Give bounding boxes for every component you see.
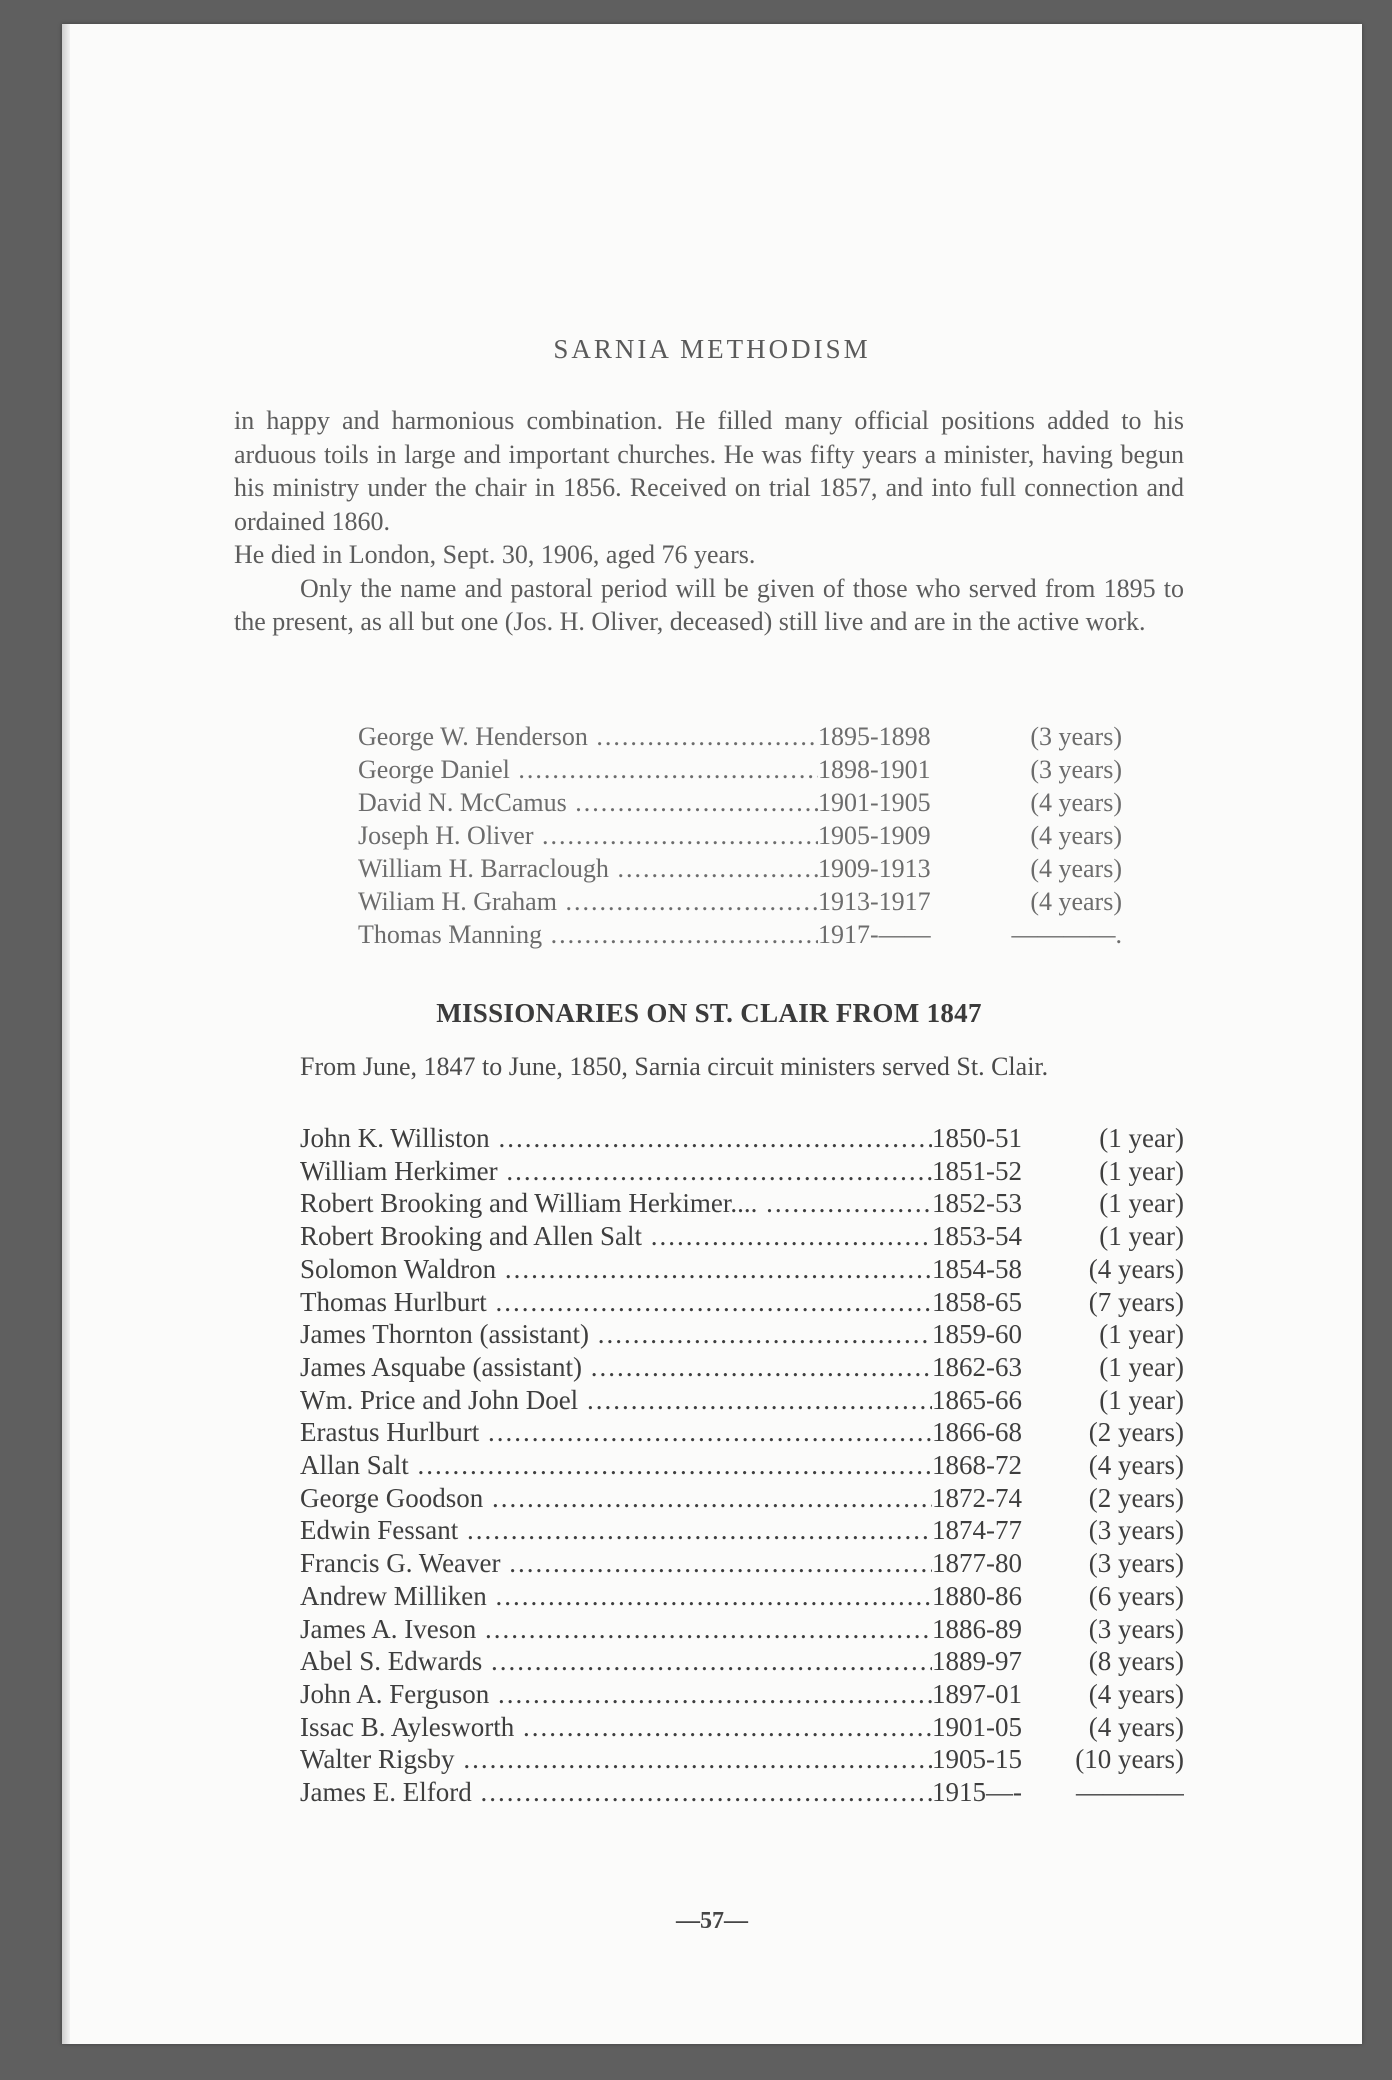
missionary-name: James E. Elford ..... (300, 1776, 932, 1809)
missionary-duration: (1 year) (1099, 1384, 1184, 1415)
missionary-duration: (2 years) (1088, 1417, 1184, 1448)
missionary-name: Edwin Fessant ..... (300, 1514, 932, 1547)
missionary-name: Abel S. Edwards ..... (300, 1645, 932, 1678)
missionary-duration: (1 year) (1099, 1188, 1184, 1219)
page-spine-shadow (62, 24, 70, 2044)
list-item (300, 1580, 1184, 1613)
list-item (300, 1449, 1184, 1482)
missionary-dates: 1868-72 (932, 1450, 1022, 1481)
missionary-dates: 1897-01 (932, 1678, 1022, 1709)
missionaries-list (300, 1122, 1184, 1809)
running-head: SARNIA METHODISM (553, 334, 871, 364)
missionary-duration: (1 year) (1099, 1351, 1184, 1382)
list-item (300, 1220, 1184, 1253)
missionary-dates: 1874-77 (932, 1515, 1022, 1546)
missionary-name: Issac B. Aylesworth ..... (300, 1711, 932, 1744)
missionary-duration: (3 years) (1088, 1515, 1184, 1546)
pastor-duration: (4 years) (1030, 854, 1122, 883)
missionary-dates: 1901-05 (932, 1711, 1022, 1742)
list-item (300, 1743, 1184, 1776)
missionary-duration: (10 years) (1075, 1744, 1184, 1775)
list-item (300, 1547, 1184, 1580)
missionary-duration: (4 years) (1088, 1450, 1184, 1481)
missionary-duration: (1 year) (1099, 1155, 1184, 1186)
pastor-duration: (3 years) (1030, 722, 1122, 751)
list-item (300, 1613, 1184, 1646)
list-item (358, 753, 1122, 786)
missionary-dates: 1905-15 (932, 1744, 1022, 1775)
missionary-dates: 1862-63 (932, 1351, 1022, 1382)
pastor-name: George W. Henderson ..... (358, 720, 818, 753)
missionary-dates: 1865-66 (932, 1384, 1022, 1415)
missionary-name: James Thornton (assistant) ..... (300, 1318, 932, 1351)
list-item (300, 1187, 1184, 1220)
missionary-name: Solomon Waldron ..... (300, 1253, 932, 1286)
missionary-duration: (1 year) (1099, 1319, 1184, 1350)
pastor-duration: ————. (1011, 920, 1122, 949)
missionary-dates: 1859-60 (932, 1319, 1022, 1350)
list-item (358, 786, 1122, 819)
pastor-name: William H. Barraclough ..... (358, 852, 818, 885)
missionary-dates: 1915—- (932, 1777, 1022, 1808)
pastor-name: David N. McCamus ..... (358, 786, 818, 819)
missionary-dates: 1850-51 (932, 1123, 1022, 1153)
missionary-name: Francis G. Weaver ..... (300, 1547, 932, 1580)
list-item (300, 1711, 1184, 1744)
missionary-duration: (4 years) (1088, 1711, 1184, 1742)
list-item (300, 1286, 1184, 1319)
list-item (300, 1253, 1184, 1286)
missionary-name: Thomas Hurlburt ..... (300, 1286, 932, 1319)
missionary-duration: ———— (1076, 1777, 1184, 1808)
missionary-dates: 1880-86 (932, 1580, 1022, 1611)
pastor-duration: (4 years) (1030, 788, 1122, 817)
top-paragraphs (234, 404, 1184, 639)
pastor-duration: (4 years) (1030, 821, 1122, 850)
list-item (300, 1155, 1184, 1188)
missionary-duration: (3 years) (1088, 1548, 1184, 1579)
pastors-list (358, 720, 1122, 951)
paragraph-death: He died in London, Sept. 30, 1906, aged 76 years. (234, 540, 756, 569)
pastor-dates: 1895-1898 (818, 722, 931, 751)
pastor-name: Wiliam H. Graham ..... (358, 885, 818, 918)
missionary-name: Allan Salt ..... (300, 1449, 932, 1482)
missionary-dates: 1858-65 (932, 1286, 1022, 1317)
list-item (358, 852, 1122, 885)
missionary-duration: (3 years) (1088, 1613, 1184, 1644)
missionary-name: Walter Rigsby ..... (300, 1743, 932, 1776)
missionary-duration: (4 years) (1088, 1678, 1184, 1709)
book-page (62, 24, 1362, 2044)
section-intro: From June, 1847 to June, 1850, Sarnia circuit ministers served St. Clair. (300, 1052, 1049, 1081)
missionary-duration: (7 years) (1088, 1286, 1184, 1317)
missionary-duration: (1 year) (1099, 1123, 1184, 1153)
missionary-dates: 1854-58 (932, 1253, 1022, 1284)
missionary-dates: 1853-54 (932, 1221, 1022, 1252)
list-item (300, 1351, 1184, 1384)
pastor-dates: 1913-1917 (818, 887, 931, 916)
missionary-name: Erastus Hurlburt ..... (300, 1416, 932, 1449)
missionary-name: John A. Ferguson ..... (300, 1678, 932, 1711)
missionary-dates: 1886-89 (932, 1613, 1022, 1644)
list-item (300, 1318, 1184, 1351)
list-item (358, 819, 1122, 852)
paragraph-pastors-intro: Only the name and pastoral period will be given of those who served from 1895 to the present, as all but one (Jos. H. Oliver, deceased) still live and are in the active work. (234, 573, 1184, 636)
missionary-name: John K. Williston ..... (300, 1122, 932, 1155)
missionary-name: Wm. Price and John Doel ..... (300, 1384, 932, 1417)
missionary-name: Robert Brooking and William Herkimer.... ..... (300, 1187, 932, 1220)
list-item (300, 1776, 1184, 1809)
missionary-duration: (2 years) (1088, 1482, 1184, 1513)
missionary-dates: 1866-68 (932, 1417, 1022, 1448)
missionary-name: George Goodson ..... (300, 1482, 932, 1515)
pastor-duration: (4 years) (1030, 887, 1122, 916)
missionary-name: James A. Iveson ..... (300, 1613, 932, 1646)
pastor-dates: 1909-1913 (818, 854, 931, 883)
paragraph-continuation: in happy and harmonious combination. He filled many official positions added to his arduous toils in large and important churches. He was fifty years a minister, having begun his ministry under the chair in 1856. Received on trial 1857, and into full connection and ordained 1860. (234, 406, 1184, 536)
pastor-duration: (3 years) (1030, 755, 1122, 784)
list-item (300, 1678, 1184, 1711)
missionary-name: James Asquabe (assistant) ..... (300, 1351, 932, 1384)
list-item (358, 885, 1122, 918)
list-item (300, 1514, 1184, 1547)
list-item (300, 1384, 1184, 1417)
missionary-duration: (1 year) (1099, 1221, 1184, 1252)
pastor-dates: 1898-1901 (818, 755, 931, 784)
missionary-name: Andrew Milliken ..... (300, 1580, 932, 1613)
page-number: —57— (676, 1908, 748, 1934)
list-item (358, 720, 1122, 753)
list-item (300, 1416, 1184, 1449)
list-item (300, 1482, 1184, 1515)
missionary-name: William Herkimer ..... (300, 1155, 932, 1188)
missionary-dates: 1877-80 (932, 1548, 1022, 1579)
pastor-dates: 1905-1909 (818, 821, 931, 850)
section-intro-block (234, 1050, 1184, 1084)
list-item (300, 1122, 1184, 1155)
missionary-dates: 1889-97 (932, 1646, 1022, 1677)
missionary-dates: 1852-53 (932, 1188, 1022, 1219)
missionary-duration: (6 years) (1088, 1580, 1184, 1611)
pastor-name: Joseph H. Oliver ..... (358, 819, 818, 852)
pastor-name: Thomas Manning ..... (358, 918, 818, 951)
list-item (300, 1645, 1184, 1678)
list-item (358, 918, 1122, 951)
section-heading: MISSIONARIES ON ST. CLAIR FROM 1847 (436, 998, 982, 1028)
pastor-name: George Daniel ..... (358, 753, 818, 786)
missionary-dates: 1851-52 (932, 1155, 1022, 1186)
missionary-duration: (4 years) (1088, 1253, 1184, 1284)
missionary-dates: 1872-74 (932, 1482, 1022, 1513)
pastor-dates: 1901-1905 (818, 788, 931, 817)
missionary-duration: (8 years) (1088, 1646, 1184, 1677)
missionary-name: Robert Brooking and Allen Salt ..... (300, 1220, 932, 1253)
pastor-dates: 1917-—— (818, 920, 931, 949)
